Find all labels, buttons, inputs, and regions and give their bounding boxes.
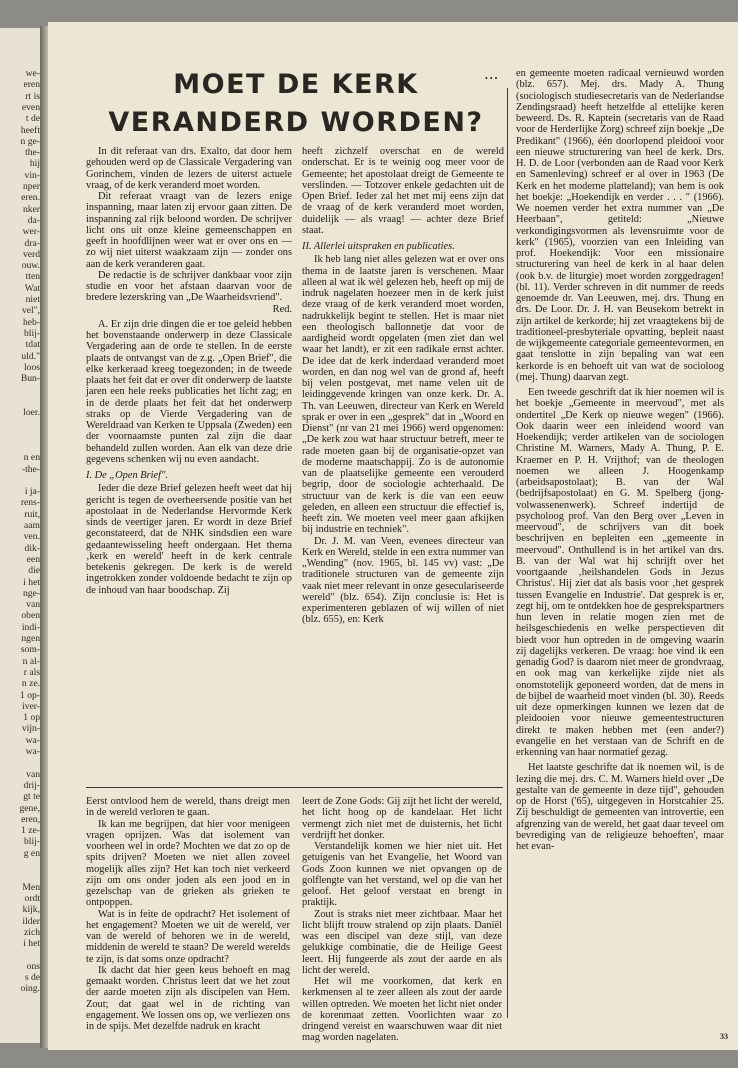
- body-paragraph: Het wil me voorkomen, dat kerk en kerkmensen al te zeer alleen als zout der aarde willen optreden. We moeten het licht niet onder de korenmaat zetten. Voorlichten waar zo dringend vereist en waarschuwen waar dit niet mag worden nagelaten.: [302, 976, 502, 1044]
- facing-page-text-fragment: ordt: [24, 892, 40, 904]
- facing-page-text-fragment: -the-: [21, 463, 40, 475]
- facing-page-text-fragment: ilder: [22, 915, 40, 927]
- facing-page-text-fragment: heb-: [22, 316, 40, 328]
- facing-page-text-fragment: da-: [27, 214, 40, 226]
- facing-page-text-fragment: loos: [24, 361, 40, 373]
- facing-page-text-fragment: drij-: [23, 779, 40, 791]
- section-heading: II. Allerlei uitspraken en publicaties.: [302, 241, 455, 252]
- facing-page-text-fragment: iver-: [22, 700, 40, 712]
- facing-page-text-fragment: dra-: [24, 237, 40, 249]
- facing-page-text-fragment: die: [28, 565, 40, 577]
- facing-page-text-fragment: Wat: [24, 282, 40, 294]
- facing-page-text-fragment: niet: [25, 294, 40, 305]
- facing-page-text-fragment: 1 op: [23, 712, 40, 724]
- body-paragraph: Ieder die deze Brief gelezen heeft weet dat hij gericht is tegen de overheersende positie van het apostolaat in de Nederlandse Hervormde Kerk sinds de veertiger jaren. Er wordt in deze Brief geconstateerd, dat de NHK sindsdien een ware gedaantewisseling heeft ondergaan. Het thema ‚kerk en wereld' heeft in de kerk centrale betekenis gekregen. De kerk is de wereld ingetrokken zonder voldoende bedacht te zijn op de inhoud van haar boodschap. Zij: [86, 483, 292, 596]
- facing-page-text-fragment: kijk,: [22, 904, 40, 916]
- facing-page-text-fragment: blij-: [24, 327, 40, 339]
- magazine-page: [48, 22, 738, 1050]
- body-paragraph: leert de Zone Gods: Gij zijt het licht der wereld, het licht hoog op de kandelaar. Het licht vermengt zich niet met de duisternis, het licht verdrijft het donker.: [302, 796, 502, 841]
- facing-page-text-fragment: i het: [23, 938, 40, 950]
- body-paragraph: Ik heb lang niet alles gelezen wat er over ons thema in de laatste jaren is verschenen. Maar alleen al wat ik wèl gelezen heb, heeft op mij de indruk nagelaten hoezeer men in de kerk juist deze vraag of de kerk veranderd moet worden, nadrukkelijk begint te stellen. Het is maar niet een theologisch ballonnetje dat voor de aardigheid wordt opgelaten (men ziet dan wel waar het landt), er zit een radikale ernst achter. De idee dat de kerk inderdaad veranderd moet worden, en dan nog wel van de grond af, heeft bij velen postgevat, met name velen uit de leidinggevende kringen van onze kerk. Dr. A. Th. van Leeuwen, directeur van Kerk en Wereld sprak er over in een „gesprek" dat in „Woord en Dienst" (nr van 21 mei 1966) werd opgenomen: „De kerk zou wat haar structuur betreft, meer te rade moeten gaan bij de organisatie-opzet van de moderne maatschappij. Zo is de autonomie van de plaatselijke gemeente een verouderd begrip, door de sociologie achterhaald. De structuur van de kerk is die van een eeuw geleden, en alleen een structuur die effectief is, heeft zin. We moeten veel meer gaan afkijken bij industrie en techniek".: [302, 254, 504, 536]
- facing-page-text-fragment: nper: [22, 181, 40, 192]
- page-number: 33: [720, 1032, 728, 1041]
- column-2: [302, 146, 504, 626]
- facing-page-text-fragment: ouw.: [21, 260, 40, 272]
- facing-page-text-fragment: oben: [21, 610, 40, 622]
- facing-page-text-fragment: vijn-: [21, 723, 40, 735]
- intro-paragraph: Dit referaat vraagt van de lezers enige inspanning, maar laten zij ervoor gaan zitten. De inspanning zal rijk beloond worden. De schrijver licht ons uit onze kleine gemeenschappen en geeft in hoofdlijnen weer wat er over ons en — zo wij niet uiterst waakzaam zijn — zonder ons aan de kerk veranderen gaat.: [86, 191, 292, 270]
- facing-page-text-fragment: 1 op-: [20, 689, 40, 701]
- facing-page-text-fragment: vel",: [21, 305, 40, 317]
- facing-page-text-fragment: Bun-: [20, 373, 40, 385]
- facing-page-text-fragment: 1 ze-: [21, 825, 40, 837]
- facing-page-text-fragment: van: [26, 768, 40, 780]
- facing-page-text-fragment: ons: [26, 960, 40, 972]
- article-divider: [86, 787, 503, 788]
- column-3: [516, 68, 724, 852]
- facing-page-text-fragment: loer.: [23, 407, 40, 418]
- facing-page-text-fragment: r als: [23, 666, 40, 678]
- facing-page-text-fragment: ruit,: [24, 508, 40, 520]
- facing-page-text-fragment: vin-: [24, 169, 40, 181]
- facing-page-text-fragment: rt is: [25, 90, 40, 102]
- facing-page-text-fragment: indi-: [21, 621, 40, 633]
- facing-page-text-fragment: n en: [23, 452, 40, 464]
- facing-page-text-fragment: wer-: [22, 226, 40, 238]
- facing-page-text-fragment: gene,: [19, 802, 40, 814]
- facing-page-text-fragment: n ze.: [21, 678, 40, 690]
- facing-page-text-fragment: blij-: [24, 836, 40, 848]
- facing-page-text-fragment: eren: [23, 79, 40, 91]
- facing-page-text-fragment: eren.: [21, 192, 40, 204]
- facing-page-text-fragment: nker: [22, 203, 40, 215]
- facing-page-text-fragment: van: [26, 599, 40, 611]
- intro-paragraph: In dit referaat van drs. Exalto, dat door hem gehouden werd op de Classicale Vergadering van Gorinchem, vinden de lezers de uiterst actuele vraag, of de kerk veranderd moet worden.: [86, 146, 292, 191]
- facing-page-text-fragment: dik-: [24, 542, 40, 554]
- facing-page-text-fragment: oing.: [20, 983, 40, 995]
- facing-page-text-fragment: ven.: [23, 531, 40, 543]
- facing-page-text-fragment: even: [21, 101, 40, 113]
- facing-page-text-fragment: uld.": [21, 350, 40, 362]
- body-paragraph: en gemeente moeten radicaal vernieuwd worden (blz. 657). Mej. drs. Mady A. Thung (sociologisch studiesecretaris van de Nederlandse Zendingsraad) heeft hetzelfde al ettelijke keren beweerd. Ds. R. Kaptein (secretaris van de Raad voor de Herderlijke Zorg) schreef zijn boekje „De Predikant" (1966), één doorlopend pleidooi voor een nieuwe structurering van heel de kerk. Drs. H. D. de Loor (verbonden aan de Raad voor Kerk en Samenleving) schreef er al over in 1963 (De Kerk en het moderne platteland); van hem is ook het boekje: „Hoekendijk en verder . . . " (1966). We noemen verder het extra nummer van „De Heerbaan", getiteld: „Nieuwe verkondigingsvormen als levensruimte voor de kerk" (1965), voorzien van een Inleiding van prof. Hoekendijk: Voor een missionaire structurering van heel de kerk in al haar delen (ook b.v. de liturgie) moet worden zorggedragen! (bl. 11). Verder schreven in dit nummer de reeds genoemde dr. Van Leeuwen, mej. drs. Thung en drs. De Loor. Dr. J. H. van Beusekom betrekt in zijn artikel de kerkorde; hij zet vraagtekens bij de traditioneel-presbyteriale opvatting, bepleit naast de wijkgemeente categoriale gemeentevormen, en gaat tenslotte in zijn bepaling van wat een kerkorde is en behoeft uit van wat de socioloog (mej. Thung) daarvan zegt.: [516, 68, 725, 383]
- facing-page-text-fragment: hij: [29, 158, 40, 170]
- body-paragraph: A. Er zijn drie dingen die er toe geleid hebben het bovenstaande onderwerp in deze Classicale Vergadering aan de orde te stellen. In de eerste plaats de ontvangst van de z.g. „Open Brief", die elke kerkeraad kreeg toegezonden; in de tweede plaats het feit dat er over dit onderwerp de laatste jaren een hele reeks publicaties het licht zag; en in de derde plaats het feit dat het onderwerp straks op de Vierde Vergadering van de Wereldraad van Kerken te Uppsala (Zweden) een der voornaamste punten zal zijn die daar behandeld zullen worden. Aan elk van deze drie gegevens schenken wij nu even aandacht.: [86, 318, 292, 465]
- facing-page-text-fragment: we-: [25, 68, 40, 79]
- body-paragraph: Zout is straks niet meer zichtbaar. Maar het licht blijft trouw stralend op zijn plaats. Daniël was een discipel van deze stijl, van deze gelukkige combinatie, die de Heilige Geest leert. Hij fungeerde als zout der aarde en als licht der wereld.: [302, 908, 502, 976]
- body-paragraph: Een tweede geschrift dat ik hier noemen wil is het boekje „Gemeente in meervoud", met als ondertitel „De Kerk op nieuwe wegen" (1966). Ook daarin weer een inleidend woord van Hoekendijk; verder artikelen van de sociologen Christine M. Warners, Mady A. Thung, P. E. Kraemer en P. H. Vrijthof; van de theologen noemen we alleen J. Hoogenkamp (arbeidsapostolaat); B. van der Wal (bedrijfsapostolaat) en G. M. Spelberg (jong-volwassenenwerk). Schreef indertijd de psycholoog prof. Van den Berg over „Leven in meervoud", de schrijvers van dit boek beschrijven en bepleiten een „gemeente in meervoud". Onthullend is in het artikel van drs. B. van der Wal wat hij schrijft over het voortgaande ‚heilshandelen Gods in Jezus Christus'. Hij ziet dat als basis voor ‚het gesprek tussen Evangelie en Industrie'. Dat gesprek is er, zegt hij, om te ontdekken hoe de gesprekspartners hun leven in relatie mogen zien met de heilsgeschiedenis en welke perspectieven dit biedt voor hun optreden in de omgeving waarin zij dagelijks verkeren. De vraag: hoe vind ik een genadig God? is daarom niet meer de grondvraag, en ook mag van kerkelijke zijde niet als onomstotelijk geponeerd worden, dat de mens in de bijbel de waarheid moet vinden (bl. 30). Reeds uit deze opmerkingen kunnen we lezen dat de pleidooien voor nieuwe gemeentestructuren direkt te maken hebben met (een ander?) evangelie en het verstaan van de Schrift en de erkenning van haar normatief gezag.: [516, 387, 724, 758]
- facing-page-text-fragment: nge-: [22, 587, 40, 599]
- ornament-mark: • • •: [485, 74, 498, 83]
- facing-page-text-fragment: wa-: [25, 746, 40, 757]
- column-divider: [507, 88, 508, 1018]
- body-paragraph: Dr. J. M. van Veen, evenees directeur van Kerk en Wereld, stelde in een extra nummer van „Wending" (nov. 1965, bl. 145 vv) vast: „De traditionele structuren van de gemeente zijn vaak niet meer relevant in onze geseculariseerde wereld" (blz. 654). Zijn conclusie is: Het is experimenteren geblazen of wij willen of niet (blz. 655), en: Kerk: [302, 535, 504, 626]
- body-paragraph: Verstandelijk komen we hier niet uit. Het getuigenis van het Evangelie, het Woord van Gods Zoon kunnen we niet opvangen op de golflengte van het verstand, wel op die van het geloof. Het geloof verstaat en brengt in praktijk.: [302, 841, 502, 909]
- facing-page-text-fragment: the-: [25, 147, 40, 159]
- facing-page-text-fragment: wa-: [25, 734, 40, 746]
- intro-paragraph: De redactie is de schrijver dankbaar voor zijn studie en voor het afstaan daarvan voor de bredere lezerskring van „De Waarheidsvriend".: [86, 269, 292, 304]
- facing-page-text-fragment: verd: [22, 248, 40, 260]
- column-4: [86, 796, 290, 1032]
- column-1: [86, 146, 292, 596]
- facing-page-text-fragment: i ja-: [24, 486, 40, 498]
- facing-page-text-fragment: n al-: [22, 655, 40, 667]
- facing-page-text-fragment: aam: [24, 520, 40, 531]
- facing-page-text-fragment: n ge-: [20, 135, 40, 147]
- body-paragraph: Het laatste geschrifte dat ik noemen wil, is de lezing die mej. drs. C. M. Warners hield over „De gestalte van de gemeente in deze tijd", gehouden op de Horst ('65), uitgegeven in Horstcahier 25. Zij beschuldigt de gemeenten van introvertie, een afgrenzing van de wereld, het gaat daar teveel om bevrediging van de religieuze behoeften', maar het evan-: [516, 762, 724, 852]
- facing-page-text-fragment: ngen: [21, 633, 40, 644]
- facing-page-text-fragment: t de: [25, 113, 40, 125]
- body-paragraph: heeft zichzelf overschat en de wereld onderschat. Er is te weinig oog meer voor de Gemeente; het apostolaat dreigt de Gemeente te verslinden. — Totzover enkele gedachten uit de Open Brief. Ieder zal het met mij eens zijn dat de vraag of de kerk veranderd moet worden, duidelijk — als vraag! — achter deze Brief staat.: [302, 146, 504, 236]
- body-paragraph: Wat is in feite de opdracht? Het isolement of het engagement? Moeten we uit de wereld, ver van de wereld of behoren we in de wereld, middenin de wereld te staan? De wereld werelds te zijn, is dat soms onze opdracht?: [86, 908, 290, 965]
- facing-page-text-fragment: som-: [20, 644, 40, 656]
- facing-page-text-fragment: tdat: [25, 339, 40, 351]
- facing-page-text-fragment: rens-: [20, 497, 40, 509]
- body-paragraph: Ik kan me begrijpen, dat hier voor menigeen vragen oprijzen. Was dat isolement van voorheen wel in orde? Mochten we dat zo op de spits drijven? Moeten we niet allen zoveel mogelijk alles zijn? Het kan toch niet verkeerd zijn om ons onder joden als een jood en in gezelschap van de grieken als grieken te ontpoppen.: [86, 818, 290, 909]
- column-5: [302, 796, 502, 1044]
- facing-page-text-fragment: heeft: [20, 124, 40, 136]
- facing-page-text-fragment: Men: [22, 881, 40, 893]
- facing-page-text-fragment: een: [26, 553, 40, 565]
- body-paragraph: Ik dacht dat hier geen keus behoeft en mag gemaakt worden. Christus leert dat we het zout der aarde moeten zijn als discipelen van Hem. Zout; dat gaat wel in de richting van engagement. We lossen ons op, we verliezen ons in de spijs. Met dezelfde nadruk en kracht: [86, 964, 290, 1032]
- facing-page-edge: [0, 28, 42, 1043]
- article-title: [86, 66, 506, 142]
- facing-page-text-fragment: i het: [23, 576, 40, 588]
- title-line-1: MOET DE KERK: [173, 69, 419, 100]
- facing-page-text-fragment: eren,: [21, 813, 40, 825]
- facing-page-text-fragment: s de: [24, 972, 40, 983]
- section-heading: I. De „Open Brief".: [86, 470, 168, 481]
- facing-page-text-fragment: g en: [23, 847, 40, 859]
- facing-page-text-fragment: gt te: [23, 791, 40, 803]
- facing-page-text-fragment: tten: [25, 271, 40, 283]
- title-line-2: VERANDERD WORDEN?: [108, 107, 484, 138]
- facing-page-text-fragment: zich: [24, 926, 40, 938]
- editor-signature: Red.: [272, 303, 292, 315]
- body-paragraph: Eerst ontvlood hem de wereld, thans dreigt men in de wereld verloren te gaan.: [86, 796, 290, 819]
